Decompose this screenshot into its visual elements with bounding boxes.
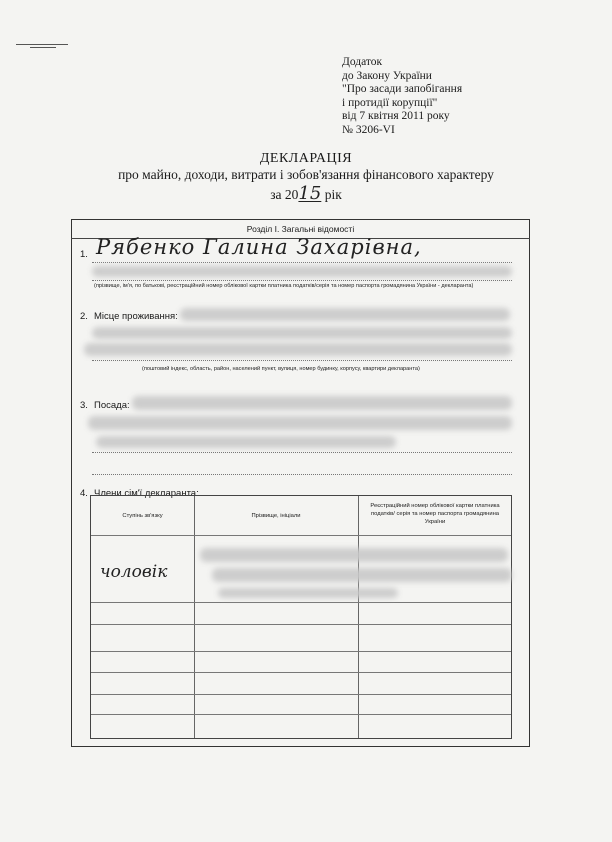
handwritten-name: Рябенко Галина Захарівна,	[96, 235, 422, 259]
annex-line: № 3206-VI	[342, 123, 395, 136]
redacted-field	[96, 436, 396, 448]
underline	[92, 280, 512, 281]
table-row-divider	[91, 651, 511, 652]
table-row-divider	[91, 602, 511, 603]
residence-label: Місце проживання:	[94, 311, 178, 322]
family-members-table	[90, 495, 512, 739]
item-number: 1.	[80, 249, 88, 260]
redacted-field	[180, 308, 510, 321]
table-row-divider	[91, 672, 511, 673]
redacted-field	[92, 327, 512, 339]
family-members-label: Члени сім'ї декларанта:	[94, 488, 199, 499]
annex-line: до Закону України	[342, 69, 432, 82]
item-number: 3.	[80, 400, 88, 411]
redacted-field	[200, 548, 508, 562]
underline	[92, 474, 512, 475]
table-row-divider	[91, 694, 511, 695]
annex-line: "Про засади запобігання	[342, 83, 463, 96]
item-number: 4.	[80, 488, 88, 499]
section-title: Розділ І. Загальні відомості	[71, 219, 530, 239]
underline	[92, 452, 512, 453]
year-suffix: рік	[324, 187, 342, 202]
table-row-divider	[91, 714, 511, 715]
table-column-divider	[194, 496, 195, 738]
position-label: Посада:	[94, 400, 130, 411]
table-column-divider	[358, 496, 359, 738]
redacted-field	[84, 343, 512, 356]
redacted-field	[92, 266, 512, 277]
year-prefix: за 20	[270, 187, 299, 202]
table-row-relation: чоловік	[100, 562, 168, 582]
column-header-name: Прізвище, ініціали	[251, 513, 301, 519]
redacted-field	[212, 568, 512, 582]
redacted-field	[88, 416, 512, 430]
column-header-id: Реєстраційний номер облікової картки платника податків/ серія та номер паспорта громадянина України	[370, 503, 500, 525]
annex-line: і протидії корупції"	[342, 96, 438, 109]
item2-caption: (поштовий індекс, область, район, населений пункт, вулиця, номер будинку, корпусу, квартири декларанта)	[142, 366, 420, 372]
declaration-year	[0, 183, 612, 204]
table-row-divider	[91, 624, 511, 625]
redacted-field	[132, 396, 512, 410]
annex-reference	[342, 56, 462, 138]
page-title: ДЕКЛАРАЦІЯ	[259, 151, 353, 166]
item1-caption: (прізвище, ім'я, по батькові, реєстраційний номер облікової картки платника податків/серія та номер паспорта громадянина України - декларанта)	[94, 283, 474, 289]
redacted-field	[218, 588, 398, 598]
scan-artifact-mark	[16, 44, 68, 45]
annex-line: Додаток	[342, 56, 383, 68]
underline	[92, 360, 512, 361]
item-number: 2.	[80, 311, 88, 322]
scan-artifact-mark	[30, 47, 56, 48]
year-handwritten: 15	[298, 183, 322, 204]
column-header-relation: Ступінь зв'язку	[122, 513, 163, 519]
underline	[92, 262, 512, 263]
annex-line: від 7 квітня 2011 року	[342, 110, 450, 123]
table-header-divider	[91, 535, 511, 536]
page-subtitle: про майно, доходи, витрати і зобов'язання фінансового характеру	[118, 167, 494, 182]
